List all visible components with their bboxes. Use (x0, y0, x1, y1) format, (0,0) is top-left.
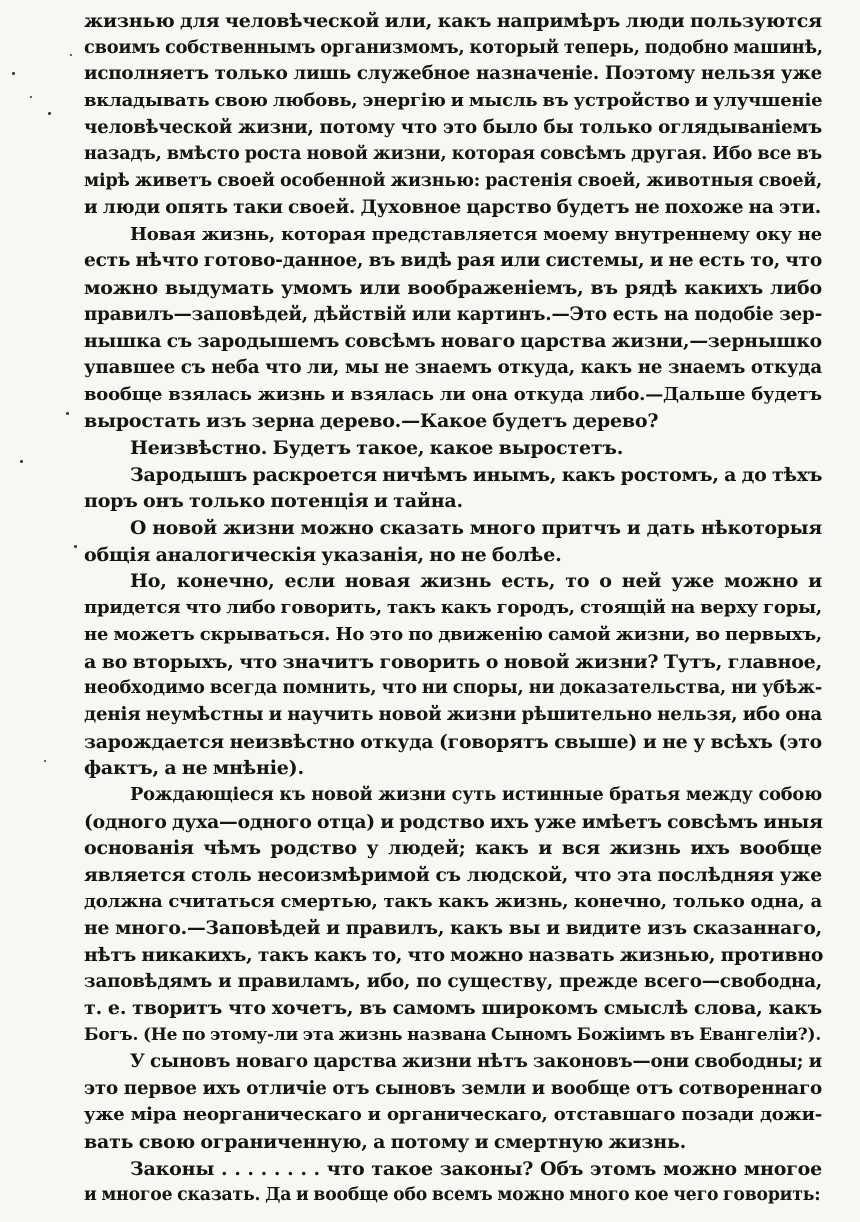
text-line: вообще взялась жизнь и взялась ли она откуда либо.—Дальше будетъ (84, 383, 822, 405)
text-line: т. е. творитъ что хочетъ, въ самомъ широкомъ смыслѣ слова, какъ (84, 997, 822, 1020)
text-line: общія аналогическія указанія, но не болѣе. (84, 543, 562, 566)
paragraph (84, 568, 822, 782)
text-line: и многое сказать. Да и вообще обо всемъ можно много кое чего говорить: (84, 1185, 821, 1206)
speck (30, 96, 32, 98)
body-text (84, 8, 822, 1209)
speck (20, 460, 23, 463)
speck (44, 760, 46, 762)
text-line: можно выдумать умомъ или воображеніемъ, въ рядѣ какихъ либо (84, 276, 822, 299)
text-line: выростать изъ зерна дерево.—Какое будетъ дерево? (84, 410, 659, 433)
text-line: нѣтъ никакихъ, такъ какъ то, что можно назвать жизнью, противно (84, 944, 824, 967)
text-line: заповѣдямъ и правиламъ, ибо, по существу, прежде всего—свободна, (84, 970, 822, 992)
text-line: упавшее съ неба что ли, мы не знаемъ откуда, какъ не знаемъ откуда (84, 356, 822, 378)
paragraph (84, 782, 822, 1049)
text-line: должна считаться смертью, такъ какъ жизнь, конечно, только одна, а (84, 890, 822, 912)
text-line: Новая жизнь, которая представляется моему внутреннему оку не (130, 223, 822, 245)
text-line: является столь несоизмѣримой съ людской, что эта послѣдняя уже (84, 864, 822, 886)
text-line: нышка съ зародышемъ совсѣмъ новаго царства жизни,—зернышко (84, 330, 822, 353)
text-line: это первое ихъ отличіе отъ сыновъ земли и вообще отъ сотвореннаго (84, 1077, 822, 1099)
text-line: жизнью для человѣческой или, какъ напримѣръ люди пользуются (84, 10, 822, 32)
text-line: денія неумѣстны и научить новой жизни рѣшительно нельзя, ибо она (84, 703, 822, 725)
text-line: Неизвѣстно. Будетъ такое, какое выростетъ. (130, 437, 624, 459)
paragraph (84, 222, 822, 436)
text-line: вкладывать свою любовь, энергію и мысль въ устройство и улучшеніе (84, 90, 823, 112)
text-line: Но, конечно, если новая жизнь есть, то о ней уже можно и (130, 570, 822, 593)
text-line: Законы . . . . . . . . что такое законы? Объ этомъ можно многое (130, 1157, 822, 1180)
text-line: мірѣ живетъ своей особенной жизнью: растенія своей, животныя своей, (84, 171, 822, 192)
text-line: а во вторыхъ, что значитъ говорить о новой жизни? Тутъ, главное, (84, 650, 822, 673)
text-line: не много.—Заповѣдей и правилъ, какъ вы и видите изъ сказаннаго, (84, 917, 822, 940)
text-line: назадъ, вмѣсто роста новой жизни, которая совсѣмъ другая. Ибо все въ (84, 143, 822, 165)
text-line: правилъ—заповѣдей, дѣйствій или картинъ.—Это есть на подобіе зер- (84, 303, 822, 325)
text-line: вать свою ограниченную, а потому и смертную жизнь. (84, 1130, 687, 1153)
paragraph (84, 515, 822, 568)
paragraph (84, 1049, 822, 1156)
text-line: необходимо всегда помнить, что ни споры, ни доказательства, ни убѣж- (84, 677, 822, 699)
text-line: не можетъ скрываться. Но это по движенію самой жизни, во первыхъ, (84, 623, 822, 645)
speck (12, 72, 15, 75)
text-line: Зародышъ раскроется ничѣмъ инымъ, какъ ростомъ, а до тѣхъ (130, 463, 823, 486)
text-line: зарождается неизвѣстно откуда (говорятъ свыше) и не у всѣхъ (это (84, 730, 822, 753)
text-line: придется что либо говорить, такъ какъ городъ, стоящій на верху горы, (84, 597, 822, 619)
text-line: фактъ, а не мнѣніе). (84, 757, 304, 780)
paragraph (84, 8, 822, 222)
text-line: есть нѣчто готово-данное, въ видѣ рая или системы, и не есть то, что (84, 250, 822, 272)
text-line: У сыновъ новаго царства жизни нѣтъ законовъ—они свободны; и (130, 1050, 822, 1072)
speck (70, 54, 72, 56)
text-line: Рождающіеся къ новой жизни суть истинные братья между собою (130, 783, 822, 805)
text-line: О новой жизни можно сказать много притчъ и дать нѣкоторыя (130, 517, 822, 540)
text-line: исполняетъ только лишь служебное назначеніе. Поэтому нельзя уже (84, 63, 822, 85)
text-line: человѣческой жизни, потому что это было бы только оглядываніемъ (84, 116, 822, 138)
speck (74, 545, 77, 548)
text-line: (одного духа—одного отца) и родство ихъ уже имѣетъ совсѣмъ иныя (84, 810, 823, 833)
speck (66, 412, 69, 415)
text-line: поръ онъ только потенція и тайна. (84, 490, 463, 513)
paragraph (84, 435, 822, 462)
text-line: и люди опять таки своей. Духовное царство будетъ не похоже на эти. (84, 196, 821, 218)
paragraph (84, 1156, 822, 1209)
text-line: Богъ. (Не по этому-ли эта жизнь названа Сыномъ Божіимъ въ Евангеліи?). (84, 1025, 822, 1046)
text-line: основанія чѣмъ родство у людей; какъ и вся жизнь ихъ вообще (84, 837, 822, 860)
speck (48, 112, 51, 115)
paragraph (84, 462, 822, 515)
text-line: уже міра неорганическаго и органическаго, отставшаго позади дожи- (84, 1104, 822, 1126)
text-line: своимъ собственнымъ организмомъ, который теперь, подобно машинѣ, (84, 36, 823, 58)
